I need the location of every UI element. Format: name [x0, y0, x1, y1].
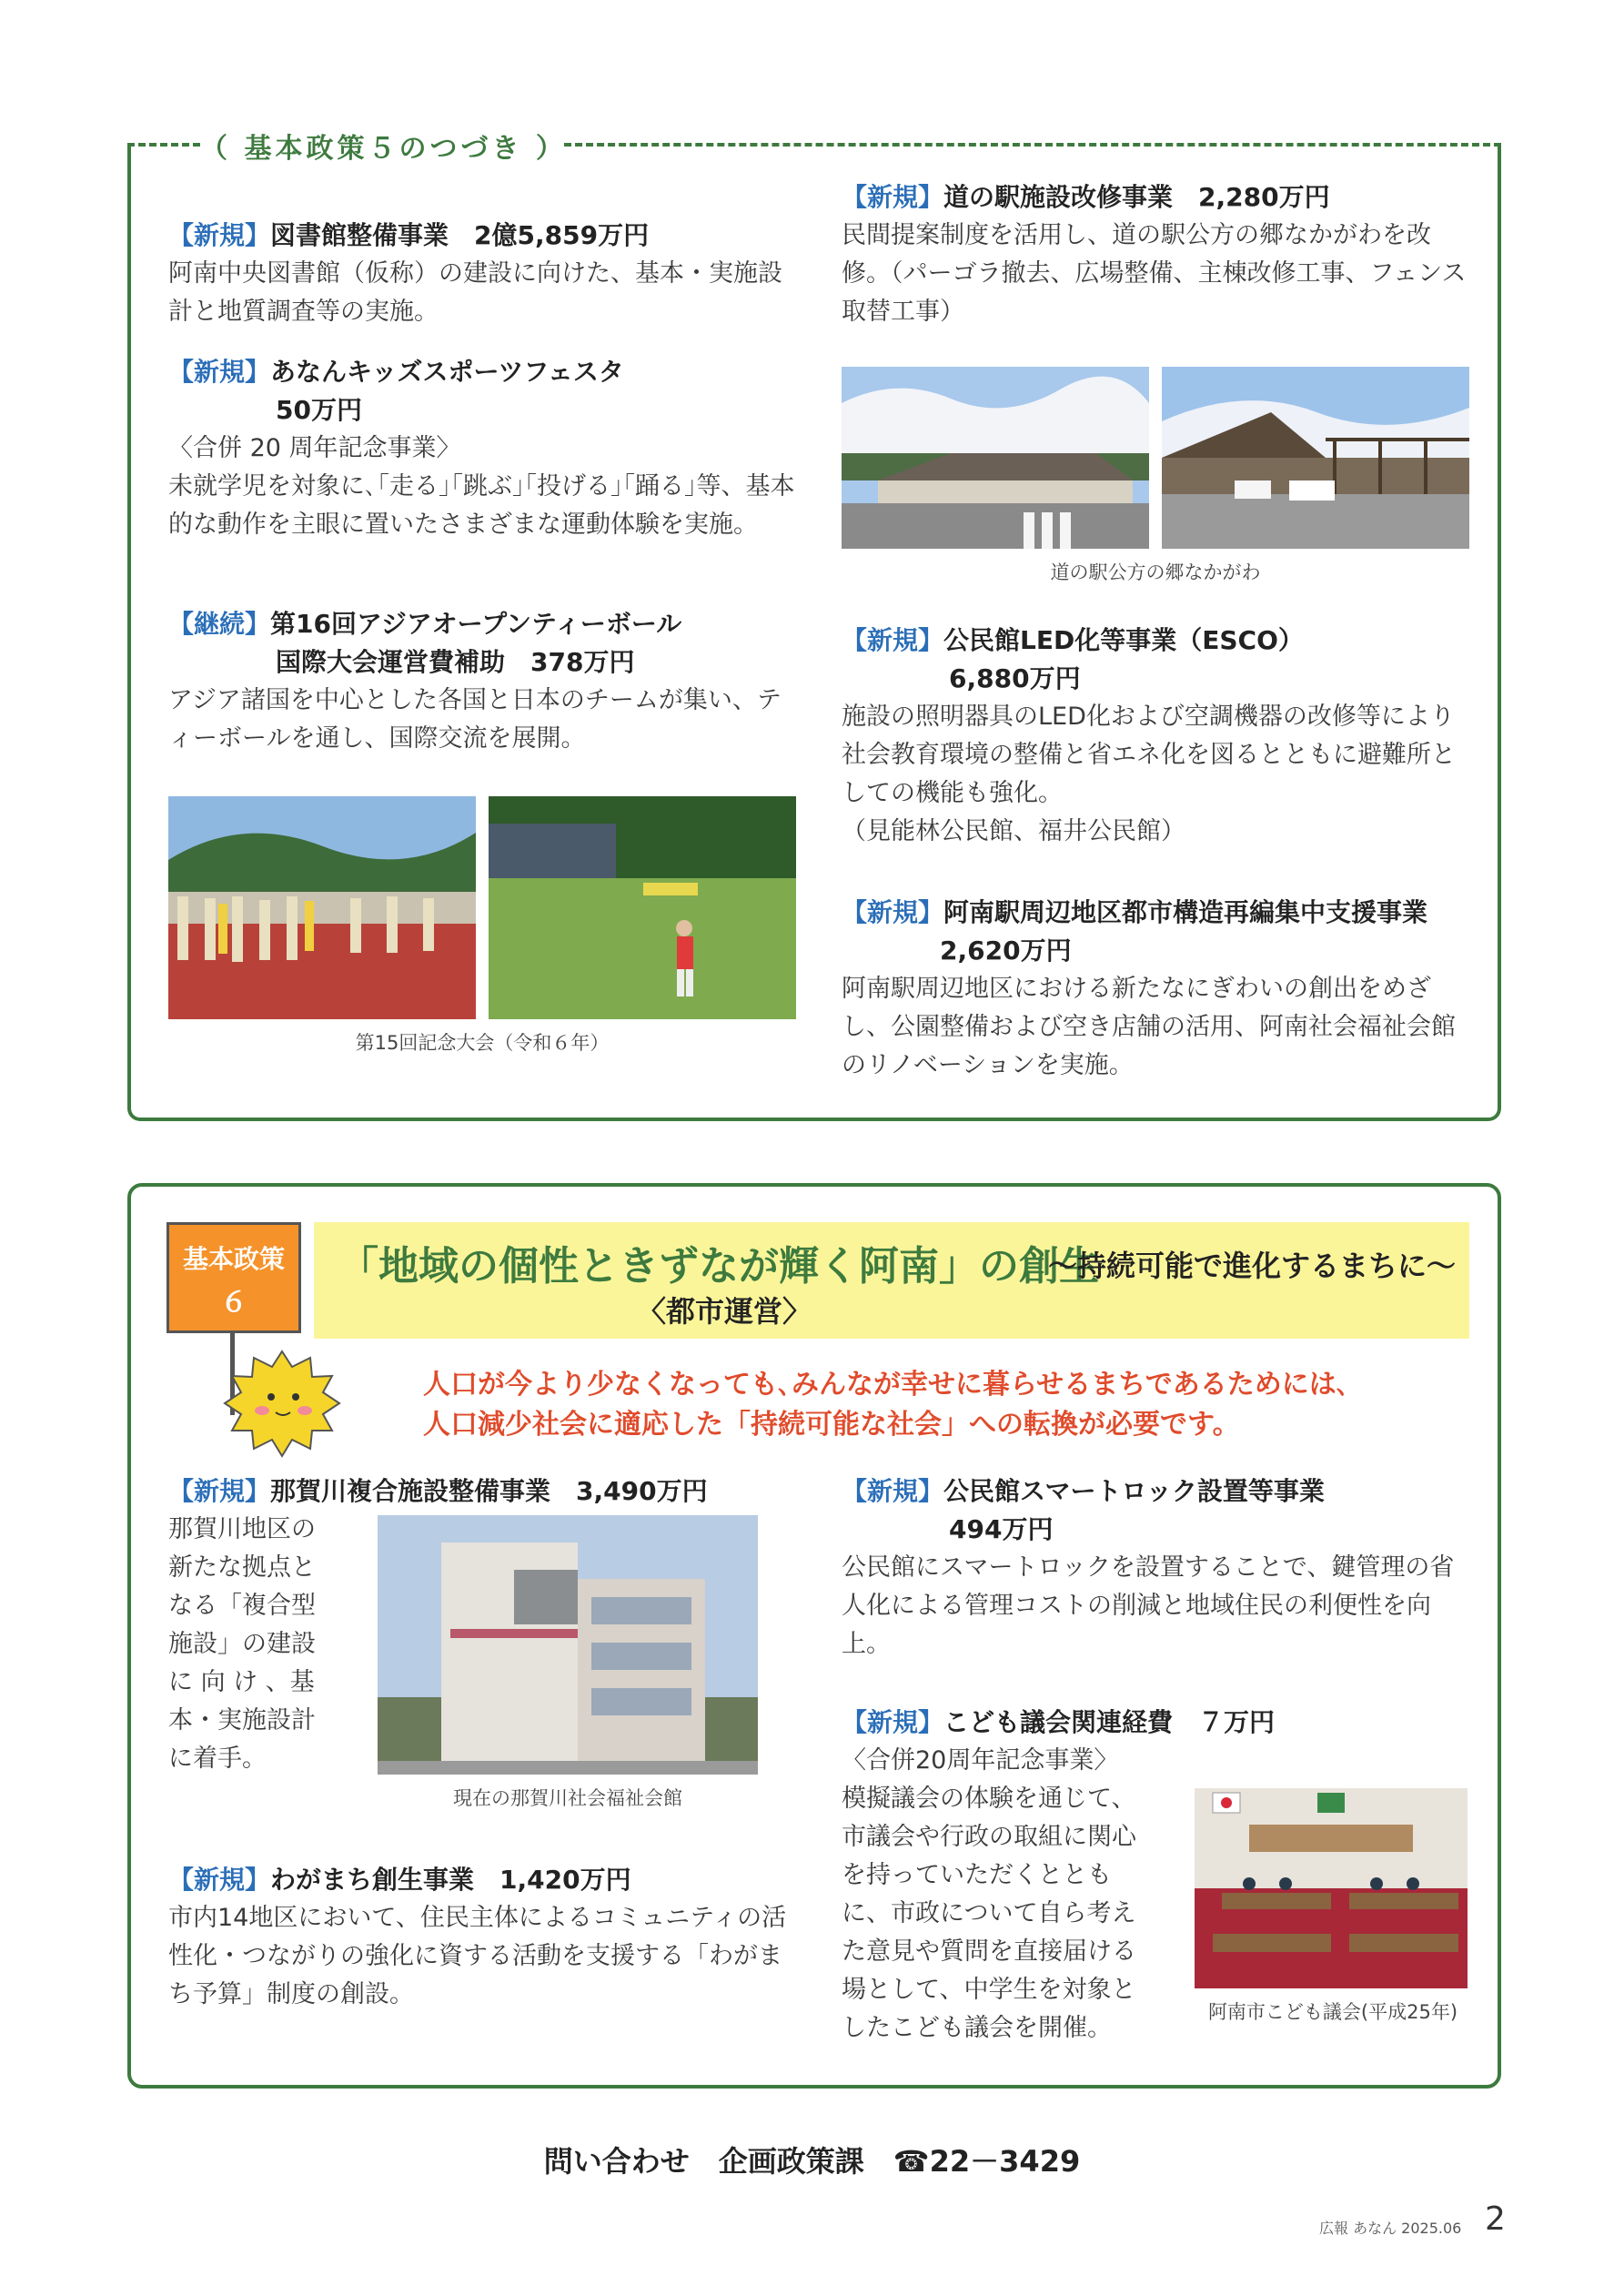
item-led: 【新規】公民館LED化等事業（ESCO） 6,880万円 施設の照明器具のLED化および空調機器の改修等により社会教育環境の整備と省エネ化を図るとともに避難所としての機能も強化。 （見能林公民館、福井公民館）: [842, 625, 1456, 845]
box-dash-border: [127, 143, 200, 147]
roadside-station-photo-2: [1162, 367, 1469, 549]
teeball-batter-photo: [489, 796, 796, 1019]
photo-caption: 現在の那賀川社会福祉会館: [453, 1787, 682, 1809]
item-nakagawa-body: 那賀川地区の 新たな拠点と なる「複合型 施設」の建設 に 向 け 、基 本・実施設計 に着手。: [168, 1515, 316, 1773]
photo-caption: 阿南市こども議会(平成25年): [1207, 2001, 1458, 2023]
item-wagamachi: 【新規】わがまち創生事業 1,420万円 市内14地区において、住民主体によるコミュニティの活性化・つながりの強化に資する活動を支援する「わがまち予算」制度の創設。: [168, 1865, 787, 2008]
item-anan-station: 【新規】阿南駅周辺地区都市構造再編集中支援事業 2,620万円 阿南駅周辺地区における新たなにぎわいの創出をめざし、公園整備および空き店舗の活用、阿南社会福祉会館のリノベーションを実施。: [842, 897, 1456, 1079]
box-dash-border: [564, 143, 1501, 147]
item-kids-council-body: 模擬議会の体験を通じて、 市議会や行政の取組に関心 を持っていただくととも に、市政について自ら考え た意見や質問を直接届ける 場として、中学生を対象と したこども議会を開催。: [842, 1785, 1136, 2042]
policy6-subtitle2: 〈都市運営〉: [637, 1294, 812, 1329]
item-roadside-station: 【新規】道の駅施設改修事業 2,280万円 民間提案制度を活用し、道の駅公方の郷なかがわを改修。（パーゴラ撤去、広場整備、主棟改修工事、フェンス取替工事）: [842, 182, 1467, 326]
item-library: 【新規】図書館整備事業 2億5,859万円 阿南中央図書館（仮称）の建設に向けた、基本・実施設計と地質調査等の実施。: [168, 220, 782, 326]
item-smartlock: 【新規】公民館スマートロック設置等事業 494万円 公民館にスマートロックを設置することで、鍵管理の省人化による管理コストの削減と地域住民の利便性を向上。: [842, 1476, 1455, 1658]
kids-council-photo: [1195, 1788, 1468, 1988]
item-kids-council: 【新規】こども議会関連経費 ７万円 〈合併20周年記念事業〉: [842, 1707, 1276, 1775]
photo-caption: 第15回記念大会（令和６年）: [355, 1032, 610, 1054]
policy6-slogan: 人口が今より少なくなっても､みんなが幸せに暮らせるまちであるためには､ 人口減少社会に適応した「持続可能な社会」への転換が必要です。: [423, 1369, 1350, 1441]
policy6-badge: 基本政策 ６: [166, 1222, 301, 1333]
item-kids-sports: 【新規】あなんキッズスポーツフェスタ 50万円 〈合併 20 周年記念事業〉 未就学児を対象に､｢走る｣｢跳ぶ｣｢投げる｣｢踊る｣等、基本的な動作を主眼に置いたさまざまな運動体験を実施。: [168, 357, 795, 539]
teeball-ceremony-photo: [168, 796, 476, 1019]
contact-info: 問い合わせ 企画政策課 ☎22－3429: [543, 2144, 1081, 2179]
roadside-station-photo-1: [842, 367, 1149, 549]
policy6-title: 「地域の個性ときずなが輝く阿南」の創生: [338, 1243, 1099, 1290]
photo-caption: 道の駅公方の郷なかがわ: [1050, 561, 1261, 583]
section-continue-title: （ 基本政策５のつづき ）: [200, 133, 567, 165]
mascot-icon: [221, 1347, 344, 1461]
welfare-hall-photo: [378, 1515, 758, 1775]
policy6-subtitle: ～持続可能で進化するまちに～: [1048, 1249, 1457, 1283]
item-teeball: 【継続】第16回アジアオープンティーボール 国際大会運営費補助 378万円 アジア諸国を中心とした各国と日本のチームが集い、ティーボールを通し、国際交流を展開。: [168, 609, 782, 753]
page-number: 2: [1485, 2200, 1506, 2238]
item-nakagawa-complex: 【新規】那賀川複合施設整備事業 3,490万円: [168, 1476, 708, 1506]
publication-footer: 広報 あなん 2025.06: [1319, 2220, 1462, 2237]
